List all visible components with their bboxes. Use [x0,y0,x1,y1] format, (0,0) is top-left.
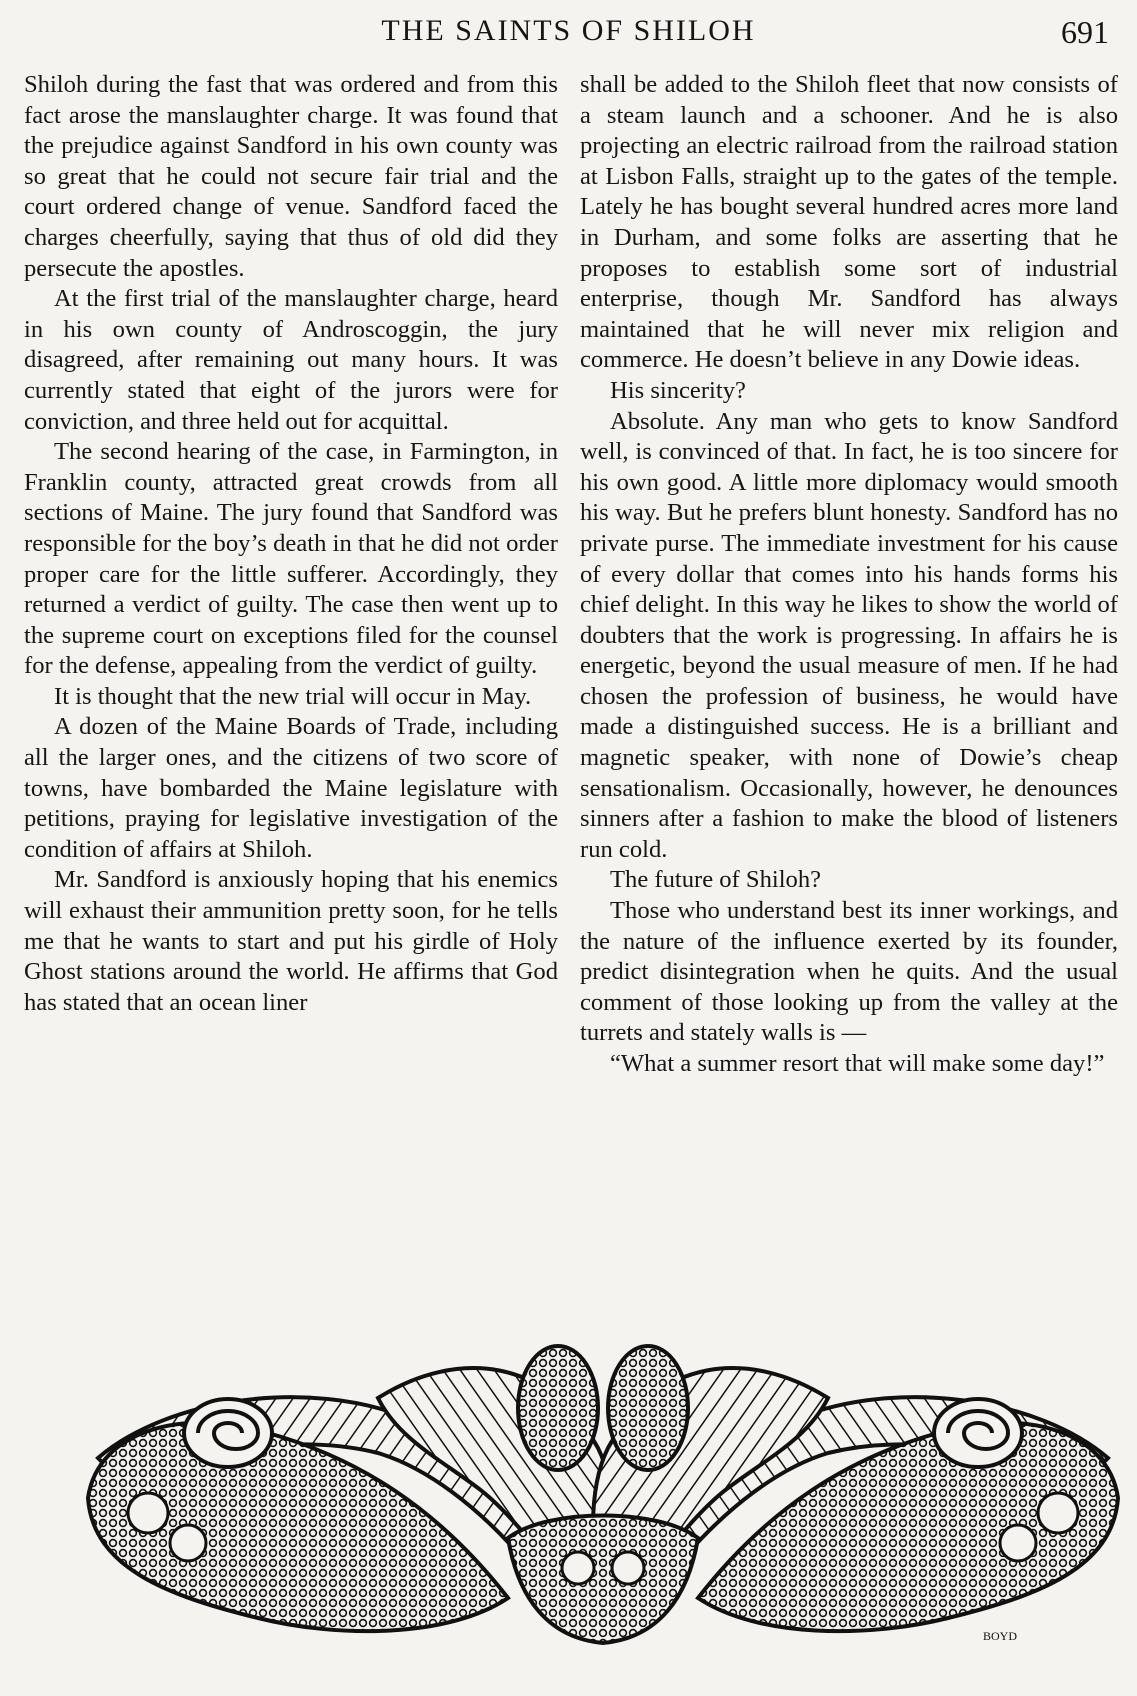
running-title: THE SAINTS OF SHILOH [381,14,756,47]
paragraph: The second hearing of the case, in Farmington, in Franklin county, attracted great crowds from all sections of Maine. The jury found that Sandford was responsible for the boy’s death in that he did not order proper care for the little sufferer. Accordingly, they returned a verdict of guilty. The case then went up to the supreme court on exceptions filed for the counsel for the defense, appealing from the verdict of guilty. [24,438,558,680]
paragraph: Absolute. Any man who gets to know Sandford well, is convinced of that. In fact, he is too sincere for his own good. A little more diplomacy would smooth his way. But he prefers blunt honesty. Sandford has no private purse. The immediate investment for his cause of every dollar that comes into his hands forms his chief delight. In this way he likes to show the world of doubters that the work is progressing. In affairs he is energetic, beyond the usual measure of men. If he had chosen the profession of business, he would have made a distinguished success. He is a brilliant and magnetic speaker, with none of Dowie’s cheap sensationalism. Occasionally, however, he denounces sinners after a fashion to make the blood of listeners run cold. [580,407,1118,863]
paragraph: “What a summer resort that will make some day!” [610,1050,1105,1077]
artist-signature: BOYD [983,1629,1018,1643]
page-number: 691 [1061,14,1109,50]
paragraph: His sincerity? [610,376,746,404]
paragraph: Mr. Sandford is anxiously hoping that his enemics will exhaust their ammunition pretty soon, for he tells me that he wants to start and put his girdle of Holy Ghost stations around the world. He affirms that God has stated that an ocean liner [24,866,558,1016]
right-column [580,70,1118,1080]
paragraph: Those who understand best its inner workings, and the nature of the influence exerted by its founder, predict disintegration when he quits. And the usual comment of those looking up from the valley at the turrets and stately walls is — [580,897,1118,1047]
decorative-tailpiece-ornament [78,1338,1128,1668]
paragraph: At the first trial of the manslaughter charge, heard in his own county of Androscoggin, the jury disagreed, after remaining out many hours. It was currently stated that eight of the jurors were for conviction, and three held out for acquittal. [24,285,558,435]
left-column [24,70,558,1018]
paragraph: shall be added to the Shiloh fleet that now consists of a steam launch and a schooner. And he is also projecting an electric railroad from the railroad station at Lisbon Falls, straight up to the gates of the temple. Lately he has bought several hundred acres more land in Durham, and some folks are asserting that he proposes to establish some sort of industrial enterprise, though Mr. Sandford has always maintained that he will never mix religion and commerce. He doesn’t believe in any Dowie ideas. [580,71,1118,374]
paragraph: Shiloh during the fast that was ordered and from this fact arose the manslaughter charge. It was found that the prejudice against Sandford in his own county was so great that he could not secure fair trial and the court ordered change of venue. Sandford faced the charges cheerfully, saying that thus of old did they persecute the apostles. [24,71,558,282]
paragraph: A dozen of the Maine Boards of Trade, including all the larger ones, and the citizens of two score of towns, have bombarded the Maine legislature with petitions, praying for legislative investigation of the condition of affairs at Shiloh. [24,713,558,863]
paragraph: It is thought that the new trial will occur in May. [54,682,532,710]
paragraph: The future of Shiloh? [610,866,822,894]
running-header [0,14,1137,54]
